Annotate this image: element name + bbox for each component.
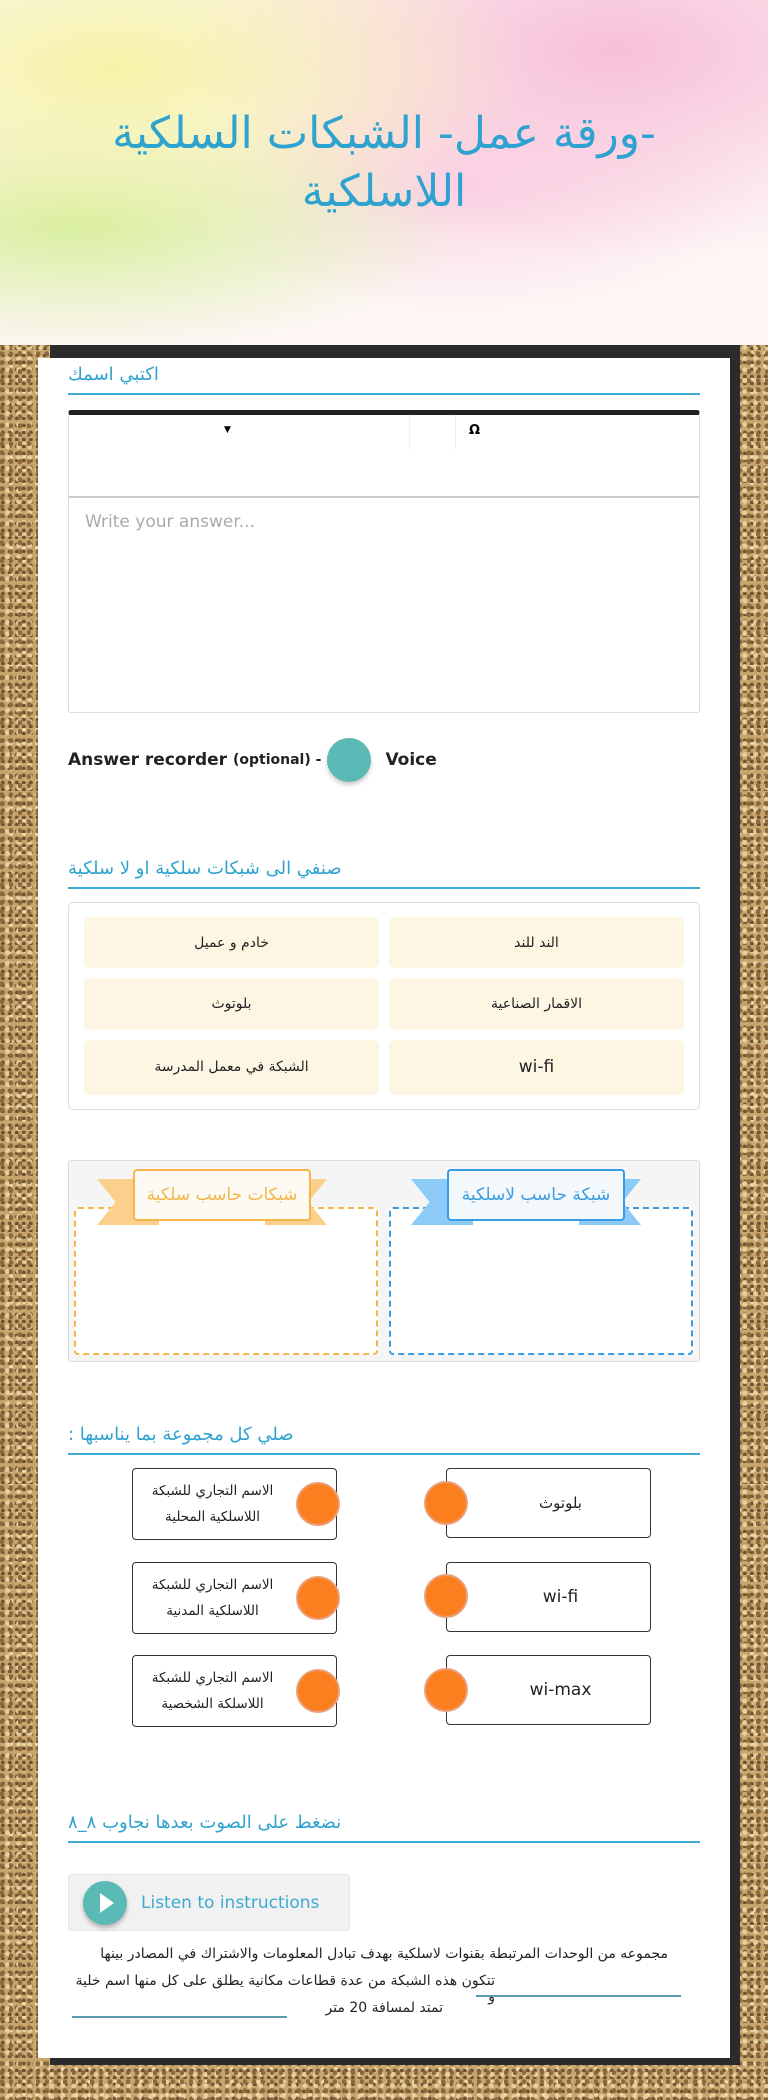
listen-instructions-button[interactable] <box>68 1874 350 1931</box>
match-connector-dot[interactable] <box>296 1482 340 1526</box>
record-voice-button[interactable] <box>327 738 371 782</box>
match-connector-dot[interactable] <box>424 1574 468 1618</box>
category-wired-dropzone[interactable] <box>74 1207 378 1355</box>
page-title: -ورقة عمل- الشبكات السلكية اللاسلكية <box>112 108 656 217</box>
listen-label: Listen to instructions <box>141 1892 320 1913</box>
question-title-text: صلي كل مجموعة بما يناسبها : <box>68 1424 294 1445</box>
voice-label: Voice <box>385 750 437 770</box>
fill-text-line-2: تتكون هذه الشبكة من عدة قطاعات مكانية يطلق على كل منها اسم خلية و <box>75 1973 495 2005</box>
sort-item[interactable]: خادم و عميل <box>84 917 379 968</box>
match-left-item[interactable]: الاسم التجاري للشبكة اللاسلكية المحلية <box>132 1468 337 1540</box>
fill-text-line-1: مجموعه من الوحدات المرتبطة بقنوات لاسلكية بهدف تبادل المعلومات والاشتراك في المصادر بينها <box>100 1946 668 1962</box>
match-connector-dot[interactable] <box>296 1669 340 1713</box>
question-title-audio <box>68 1812 700 1843</box>
question-title-match <box>68 1424 700 1455</box>
play-icon <box>83 1881 127 1925</box>
sort-item[interactable]: الاقمار الصناعية <box>389 978 684 1029</box>
sort-item[interactable]: الند للند <box>389 917 684 968</box>
question-title-text: اكتبي اسمك <box>68 364 159 385</box>
sort-item[interactable]: wi-fi <box>389 1040 684 1095</box>
editor-toolbar <box>69 415 699 498</box>
rich-text-editor[interactable] <box>68 410 700 713</box>
special-character-button[interactable]: Ω <box>469 423 481 438</box>
match-left-item[interactable]: الاسم التجاري للشبكة اللاسلكة الشخصية <box>132 1655 337 1727</box>
match-connector-dot[interactable] <box>424 1668 468 1712</box>
question-title-classify <box>68 858 700 889</box>
answer-textarea[interactable]: Write your answer... <box>85 512 255 532</box>
fill-blank-input-1[interactable] <box>476 1995 681 1997</box>
match-left-item[interactable]: الاسم التجاري للشبكة اللاسلكية المدنية <box>132 1562 337 1634</box>
fill-text-line-3: تمتد لمسافة 20 متر <box>325 2000 443 2016</box>
match-right-item[interactable]: بلوتوث <box>446 1468 651 1538</box>
sort-items-pool <box>68 902 700 1110</box>
sort-item[interactable]: الشبكة في معمل المدرسة <box>84 1040 379 1095</box>
font-dropdown-caret-icon[interactable]: ▼ <box>224 425 231 435</box>
category-wireless-dropzone[interactable] <box>389 1207 693 1355</box>
question-title-name <box>68 364 700 395</box>
match-connector-dot[interactable] <box>424 1481 468 1525</box>
question-title-text: نضغط على الصوت بعدها نجاوب ٨_٨ <box>68 1812 342 1833</box>
worksheet-card <box>38 358 730 2058</box>
answer-recorder <box>68 738 437 782</box>
recorder-optional: (optional) - <box>232 752 322 768</box>
category-drop-area <box>68 1160 700 1362</box>
match-right-item[interactable]: wi-fi <box>446 1562 651 1632</box>
category-wired-label: شبكات حاسب سلكية <box>133 1169 311 1221</box>
match-right-item[interactable]: wi-max <box>446 1655 651 1725</box>
question-title-text: صنفي الى شبكات سلكية او لا سلكية <box>68 858 342 879</box>
recorder-label: Answer recorder <box>68 750 228 770</box>
match-connector-dot[interactable] <box>296 1576 340 1620</box>
fill-blank-input-2[interactable] <box>72 2016 287 2018</box>
header-banner <box>0 0 768 345</box>
sort-item[interactable]: بلوتوث <box>84 978 379 1029</box>
category-wireless-label: شبكة حاسب لاسلكية <box>447 1169 625 1221</box>
